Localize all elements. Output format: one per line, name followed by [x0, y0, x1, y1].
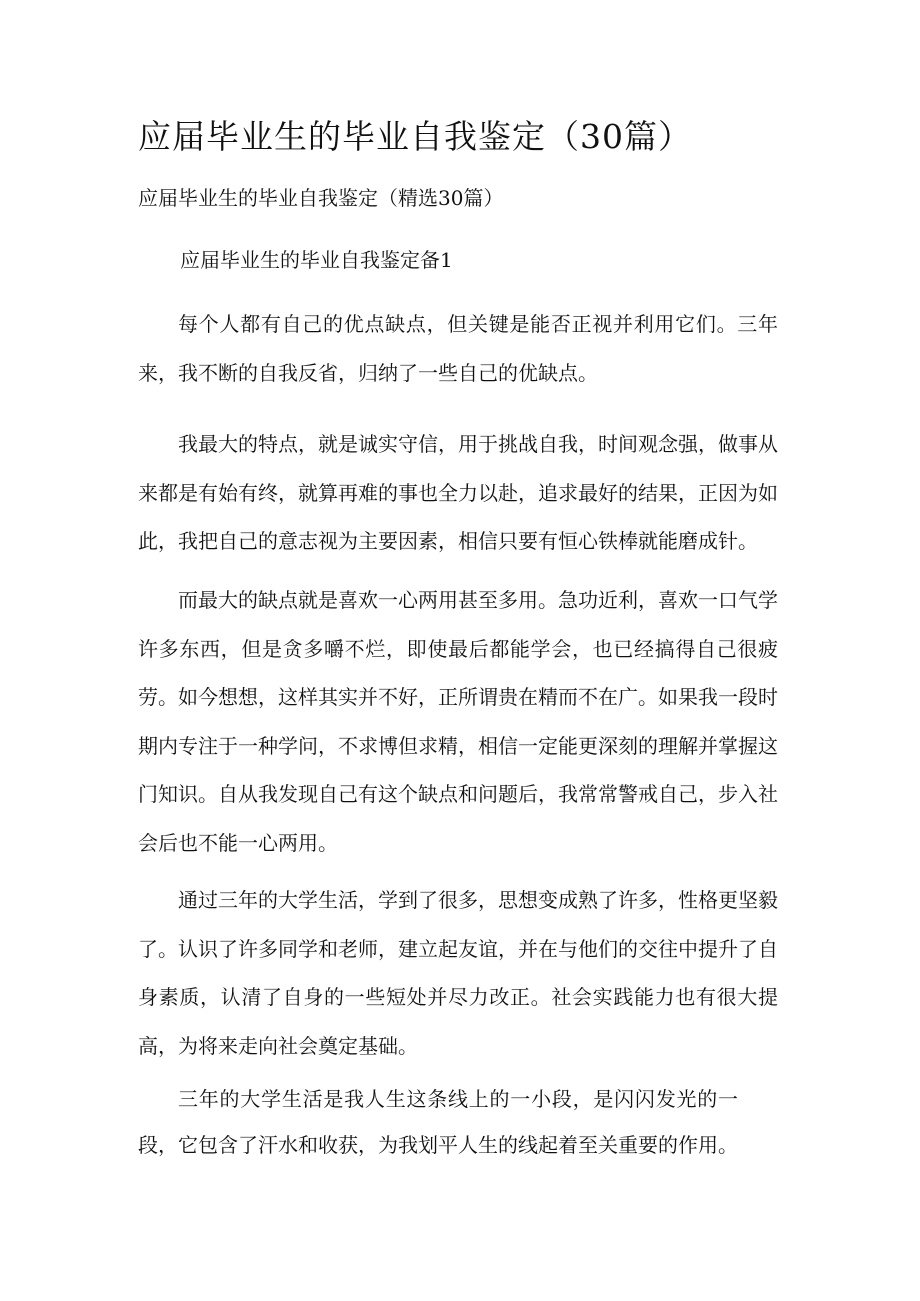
paragraph-1: 每个人都有自己的优点缺点，但关键是能否正视并利用它们。三年来，我不断的自我反省，归纳了一些自己的优缺点。 [138, 312, 778, 385]
document-title: 应届毕业生的毕业自我鉴定（30篇） [138, 117, 692, 156]
paragraph-2: 我最大的特点，就是诚实守信，用于挑战自我，时间观念强，做事从来都是有始有终，就算再难的事也全力以赴，追求最好的结果，正因为如此，我把自己的意志视为主要因素，相信只要有恒心铁棒就能磨成针。 [138, 432, 778, 553]
document-subtitle: 应届毕业生的毕业自我鉴定（精选30篇） [138, 186, 504, 210]
paragraph-5: 三年的大学生活是我人生这条线上的一小段，是闪闪发光的一段，它包含了汗水和收获，为我划平人生的线起着至关重要的作用。 [138, 1087, 738, 1157]
section-heading: 应届毕业生的毕业自我鉴定备1 [180, 248, 453, 272]
paragraph-4: 通过三年的大学生活，学到了很多，思想变成熟了许多，性格更坚毅了。认识了许多同学和老师，建立起友谊，并在与他们的交往中提升了自身素质，认清了自身的一些短处并尽力改正。社会实践能力也有很大提高，为将来走向社会奠定基础。 [138, 888, 778, 1058]
paragraph-3: 而最大的缺点就是喜欢一心两用甚至多用。急功近利，喜欢一口气学许多东西，但是贪多嚼不烂，即使最后都能学会，也已经搞得自己很疲劳。如今想想，这样其实并不好，正所谓贵在精而不在广。如果我一段时期内专注于一种学问，不求博但求精，相信一定能更深刻的理解并掌握这门知识。自从我发现自己有这个缺点和问题后，我常常警戒自己，步入社会后也不能一心两用。 [138, 588, 778, 855]
